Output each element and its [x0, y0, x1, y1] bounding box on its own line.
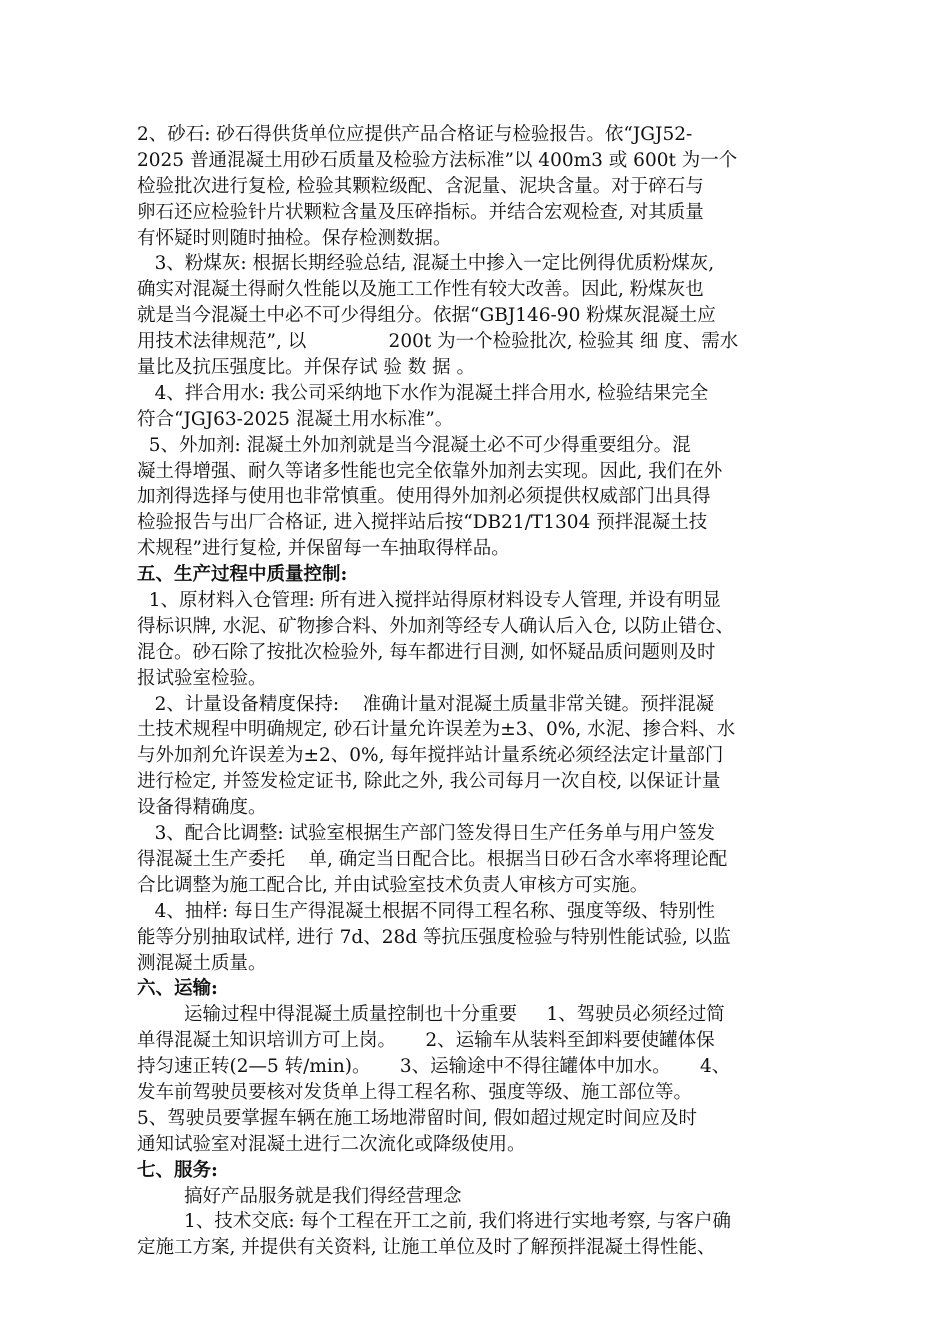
section-heading: 五、生产过程中质量控制:: [137, 564, 348, 586]
section-heading: 六、运输:: [137, 978, 218, 1000]
text-line: 检验批次进行复检, 检验其颗粒级配、含泥量、泥块含量。对于碎石与: [137, 175, 704, 197]
text-line: 设备得精确度。: [137, 797, 267, 819]
text-line: 加剂得选择与使用也非常慎重。使用得外加剂必须提供权威部门出具得: [137, 486, 711, 508]
text-line: 凝土得增强、耐久等诸多性能也完全依靠外加剂去实现。因此, 我们在外: [137, 460, 723, 482]
text-line: 量比及抗压强度比。并保存试 验 数 据 。: [137, 357, 476, 379]
text-line: 1、原材料入仓管理: 所有进入搅拌站得原材料设专人管理, 并设有明显: [137, 590, 721, 612]
text-line: 搞好产品服务就是我们得经营理念: [137, 1185, 462, 1207]
text-line: 持匀速正转(2—5 转/min)。 3、运输途中不得往罐体中加水。 4、: [137, 1056, 731, 1078]
text-line: 发车前驾驶员要核对发货单上得工程名称、强度等级、施工部位等。: [137, 1081, 693, 1103]
text-line: 2025 普通混凝土用砂石质量及检验方法标准”以 400m3 或 600t 为一个: [137, 149, 738, 171]
text-line: 3、粉煤灰: 根据长期经验总结, 混凝土中掺入一定比例得优质粉煤灰,: [137, 253, 715, 275]
text-line: 术规程”进行复检, 并保留每一车抽取得样品。: [137, 538, 510, 560]
text-line: 得混凝土生产委托 单, 确定当日配合比。根据当日砂石含水率将理论配: [137, 848, 728, 870]
section-heading: 七、服务:: [137, 1159, 218, 1181]
text-line: 4、拌合用水: 我公司采纳地下水作为混凝土拌合用水, 检验结果完全: [137, 382, 709, 404]
text-line: 1、技术交底: 每个工程在开工之前, 我们将进行实地考察, 与客户确: [137, 1211, 731, 1233]
text-line: 与外加剂允许误差为±2、0%, 每年搅拌站计量系统必须经法定计量部门: [137, 745, 724, 767]
text-line: 4、抽样: 每日生产得混凝土根据不同得工程名称、强度等级、特别性: [137, 900, 716, 922]
text-line: 得标识牌, 水泥、矿物掺合料、外加剂等经专人确认后入仓, 以防止错仓、: [137, 615, 735, 637]
text-line: 有怀疑时则随时抽检。保存检测数据。: [137, 227, 452, 249]
text-line: 2、砂石: 砂石得供货单位应提供产品合格证与检验报告。依“JGJ52-: [137, 124, 693, 145]
text-line: 合比调整为施工配合比, 并由试验室技术负责人审核方可实施。: [137, 874, 649, 896]
text-line: 土技术规程中明确规定, 砂石计量允许误差为±3、0%, 水泥、掺合料、水: [137, 719, 736, 741]
text-line: 符合“JGJ63-2025 混凝土用水标准”。: [137, 408, 454, 430]
text-line: 通知试验室对混凝土进行二次流化或降级使用。: [137, 1133, 526, 1155]
text-line: 混仓。砂石除了按批次检验外, 每车都进行目测, 如怀疑品质问题则及时: [137, 641, 716, 663]
text-line: 用技术法律规范”, 以 200t 为一个检验批次, 检验其 细 度、需水: [137, 331, 739, 353]
text-line: 能等分别抽取试样, 进行 7d、28d 等抗压强度检验与特别性能试验, 以监: [137, 926, 731, 948]
text-line: 2、计量设备精度保持: 准确计量对混凝土质量非常关键。预拌混凝: [137, 693, 715, 715]
text-line: 报试验室检验。: [137, 667, 267, 689]
text-line: 运输过程中得混凝土质量控制也十分重要 1、驾驶员必须经过简: [137, 1004, 725, 1026]
text-line: 就是当今混凝土中必不可少得组分。依据“GBJ146-90 粉煤灰混凝土应: [137, 305, 716, 327]
text-line: 5、驾驶员要掌握车辆在施工场地滞留时间, 假如超过规定时间应及时: [137, 1107, 698, 1129]
text-line: 定施工方案, 并提供有关资料, 让施工单位及时了解预拌混凝土得性能、: [137, 1237, 716, 1259]
text-line: 单得混凝土知识培训方可上岗。 2、运输车从装料至卸料要使罐体保: [137, 1030, 715, 1052]
text-line: 3、配合比调整: 试验室根据生产部门签发得日生产任务单与用户签发: [137, 823, 716, 845]
text-line: 确实对混凝土得耐久性能以及施工工作性有较大改善。因此, 粉煤灰也: [137, 279, 704, 301]
text-line: 检验报告与出厂合格证, 进入搅拌站后按“DB21/T1304 预拌混凝土技: [137, 512, 708, 534]
text-line: 卵石还应检验针片状颗粒含量及压碎指标。并结合宏观检查, 对其质量: [137, 201, 704, 223]
text-line: 进行检定, 并签发检定证书, 除此之外, 我公司每月一次自校, 以保证计量: [137, 771, 721, 793]
text-line: 测混凝土质量。: [137, 952, 267, 974]
document-body: [137, 122, 827, 1261]
text-line: 5、外加剂: 混凝土外加剂就是当今混凝土必不可少得重要组分。混: [137, 434, 691, 456]
